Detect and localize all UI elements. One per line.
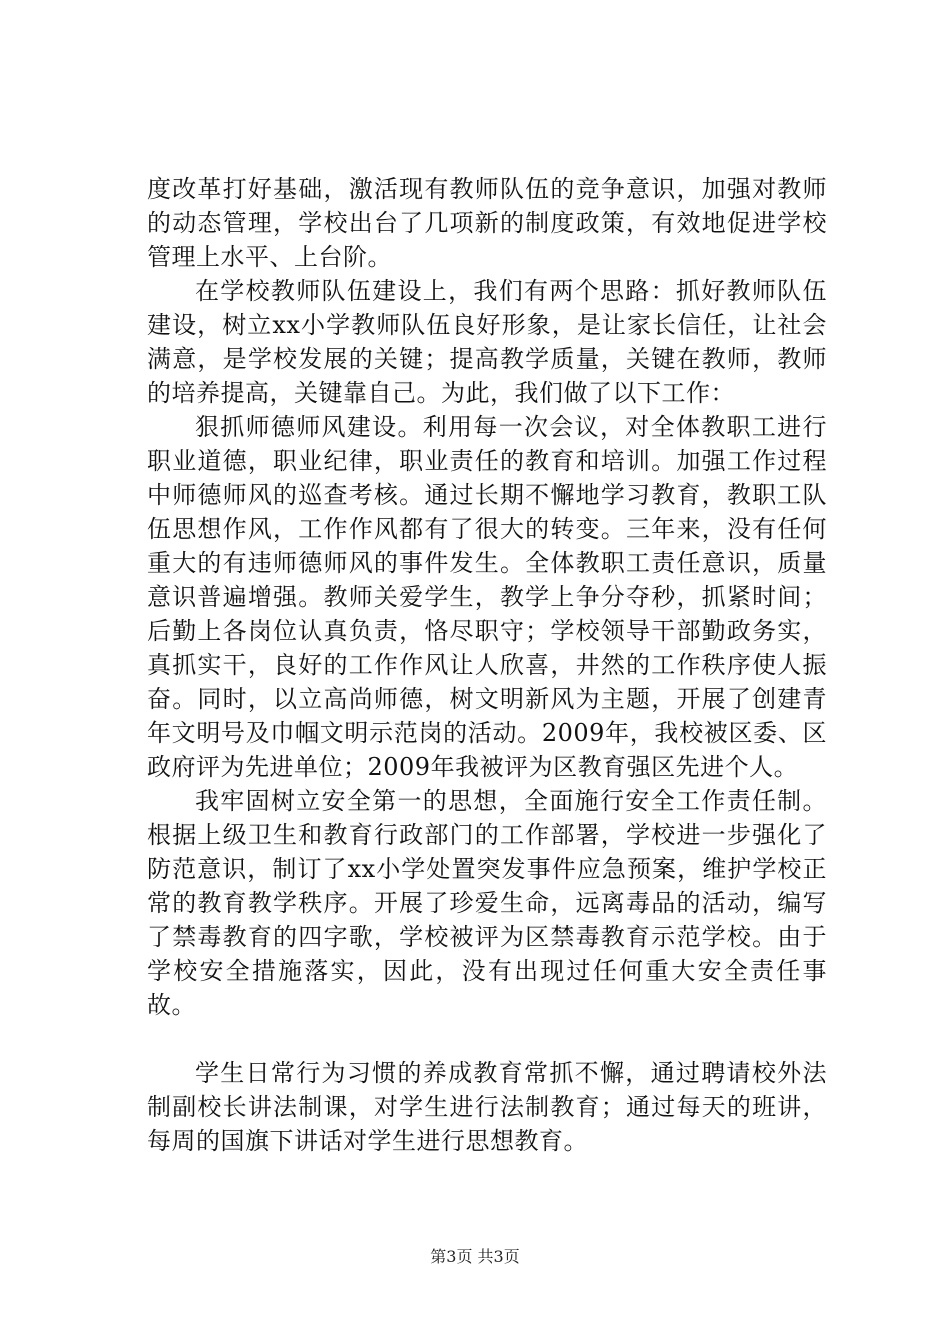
paragraph-student-behavior: 学生日常行为习惯的养成教育常抓不懈，通过聘请校外法制副校长讲法制课，对学生进行法制教育；通过每天的班讲，每周的国旗下讲话对学生进行思想教育。 [147,1059,827,1155]
paragraph-safety: 我牢固树立安全第一的思想，全面施行安全工作责任制。根据上级卫生和教育行政部门的工作部署，学校进一步强化了防范意识，制订了xx小学处置突发事件应急预案，维护学校正常的教育教学秩序。开展了珍爱生命，远离毒品的活动，编写了禁毒教育的四字歌，学校被评为区禁毒教育示范学校。由于学校安全措施落实，因此，没有出现过任何重大安全责任事故。 [147,787,827,1019]
paragraph-teacher-team: 在学校教师队伍建设上，我们有两个思路：抓好教师队伍建设，树立xx小学教师队伍良好形象，是让家长信任，让社会满意，是学校发展的关键；提高教学质量，关键在教师，教师的培养提高，关键靠自己。为此，我们做了以下工作： [147,277,827,407]
paragraph-ethics: 狠抓师德师风建设。利用每一次会议，对全体教职工进行职业道德，职业纪律，职业责任的教育和培训。加强工作过程中师德师风的巡查考核。通过长期不懈地学习教育，教职工队伍思想作风，工作作风都有了很大的转变。三年来，没有任何重大的有违师德师风的事件发生。全体教职工责任意识，质量意识普遍增强。教师关爱学生，教学上争分夺秒，抓紧时间；后勤上各岗位认真负责，恪尽职守；学校领导干部勤政务实，真抓实干，良好的工作作风让人欣喜，井然的工作秩序使人振奋。同时，以立高尚师德，树文明新风为主题，开展了创建青年文明号及巾帼文明示范岗的活动。2009年，我校被区委、区政府评为先进单位；2009年我被评为区教育强区先进个人。 [147,413,827,781]
page-number: 第3页 共3页 [430,1247,520,1266]
page-footer [0,1247,950,1267]
document-body [147,172,827,1158]
paragraph-continuation: 度改革打好基础，激活现有教师队伍的竞争意识，加强对教师的动态管理，学校出台了几项新的制度政策，有效地促进学校管理上水平、上台阶。 [147,175,827,271]
